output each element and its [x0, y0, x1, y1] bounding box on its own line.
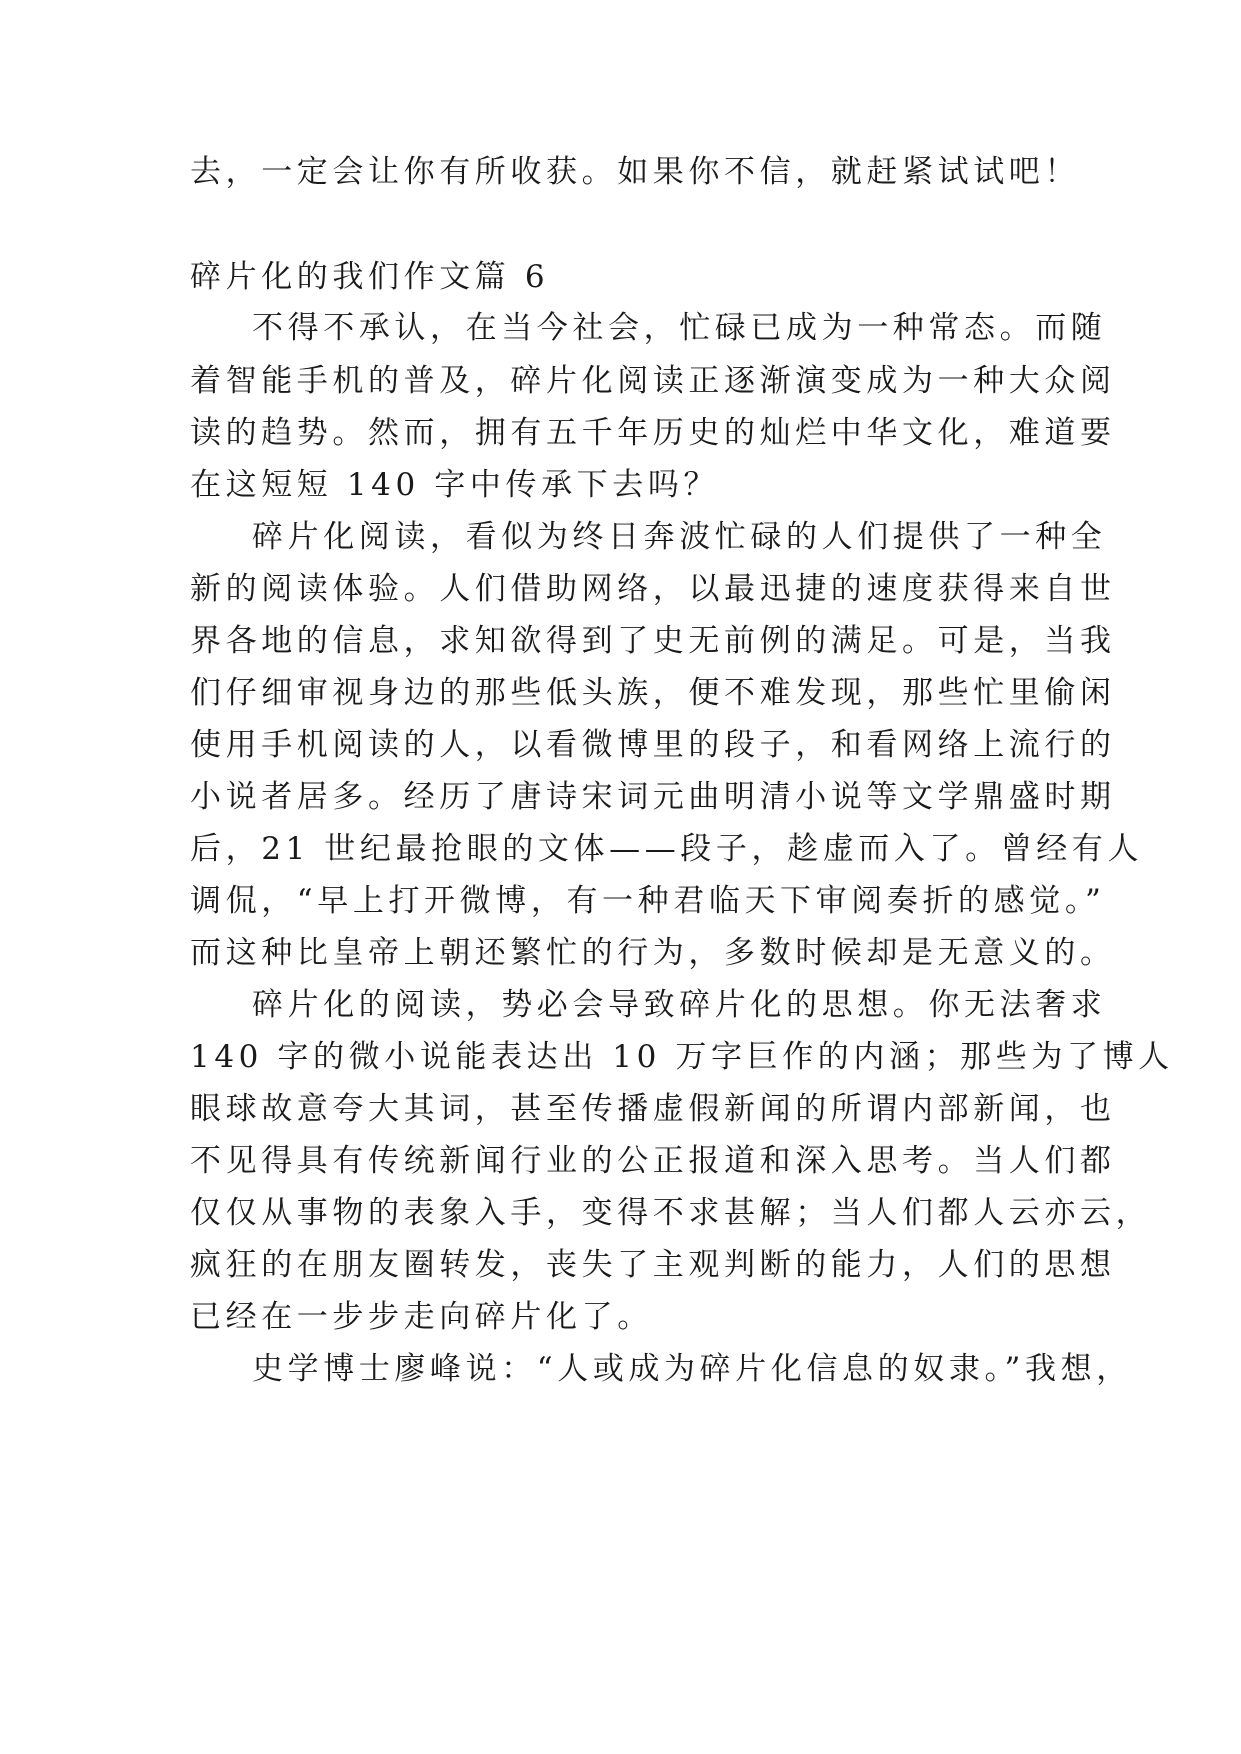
paragraph-line: 读的趋势。然而，拥有五千年历史的灿烂中华文化，难道要	[190, 415, 1116, 451]
paragraph-line: 疯狂的在朋友圈转发，丧失了主观判断的能力，人们的思想	[190, 1247, 1116, 1283]
paragraph-line: 不得不承认，在当今社会，忙碌已成为一种常态。而随	[252, 310, 1107, 346]
paragraph-line: 调侃，“早上打开微博，有一种君临天下审阅奏折的感觉。”	[190, 883, 1106, 919]
paragraph-line: 新的阅读体验。人们借助网络，以最迅捷的速度获得来自世	[190, 571, 1116, 607]
paragraph-line: 使用手机阅读的人，以看微博里的段子，和看网络上流行的	[190, 727, 1116, 763]
paragraph-line: 碎片化阅读，看似为终日奔波忙碌的人们提供了一种全	[252, 519, 1107, 555]
paragraph-line: 眼球故意夸大其词，甚至传播虚假新闻的所谓内部新闻，也	[190, 1091, 1116, 1127]
paragraph-line: 着智能手机的普及，碎片化阅读正逐渐演变成为一种大众阅	[190, 363, 1116, 399]
paragraph-line: 不见得具有传统新闻行业的公正报道和深入思考。当人们都	[190, 1143, 1116, 1179]
paragraph-line: 已经在一步步走向碎片化了。	[190, 1299, 653, 1335]
paragraph-line: 们仔细审视身边的那些低头族，便不难发现，那些忙里偷闲	[190, 675, 1116, 711]
paragraph-line: 140 字的微小说能表达出 10 万字巨作的内涵；那些为了博人	[190, 1039, 1174, 1075]
paragraph-line: 史学博士廖峰说：“人或成为碎片化信息的奴隶。”我想，	[252, 1351, 1132, 1387]
text-line: 去，一定会让你有所收获。如果你不信，就赶紧试试吧！	[190, 154, 1080, 190]
paragraph-line: 碎片化的阅读，势必会导致碎片化的思想。你无法奢求	[252, 987, 1107, 1023]
paragraph-line: 在这短短 140 字中传承下去吗？	[190, 467, 720, 503]
paragraph-line: 后，21 世纪最抢眼的文体——段子，趁虚而入了。曾经有人	[190, 831, 1144, 867]
paragraph-line: 仅仅从事物的表象入手，变得不求甚解；当人们都人云亦云，	[190, 1195, 1152, 1231]
paragraph-line: 界各地的信息，求知欲得到了史无前例的满足。可是，当我	[190, 623, 1116, 659]
section-heading: 碎片化的我们作文篇 6	[190, 259, 550, 295]
paragraph-line: 而这种比皇帝上朝还繁忙的行为，多数时候却是无意义的。	[190, 935, 1116, 971]
paragraph-line: 小说者居多。经历了唐诗宋词元曲明清小说等文学鼎盛时期	[190, 779, 1116, 815]
